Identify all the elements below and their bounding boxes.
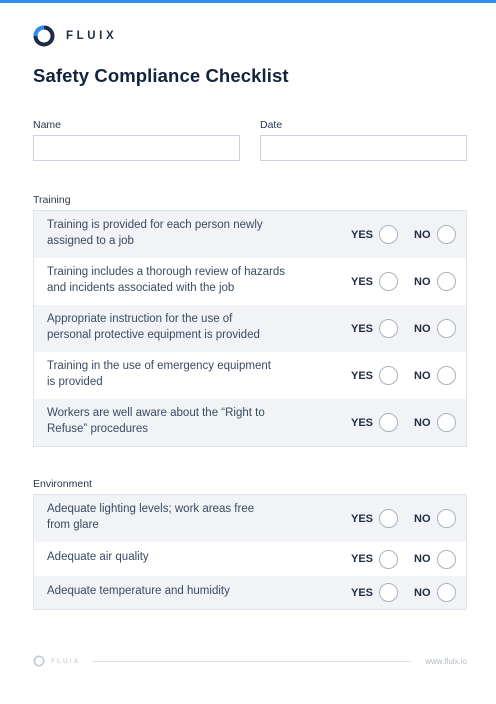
- no-radio[interactable]: [437, 550, 456, 569]
- no-label: NO: [414, 322, 431, 335]
- top-accent-bar: [0, 0, 496, 3]
- yes-radio[interactable]: [379, 413, 398, 432]
- date-label: Date: [260, 119, 283, 131]
- yes-option[interactable]: [351, 550, 398, 569]
- question-line: personal protective equipment is provided: [47, 328, 260, 341]
- no-option[interactable]: [414, 583, 456, 602]
- yes-option[interactable]: [351, 366, 398, 385]
- date-field[interactable]: [260, 135, 467, 161]
- yes-label: YES: [351, 322, 374, 335]
- no-label: NO: [414, 586, 431, 599]
- brand-name: FLUIX: [66, 30, 118, 42]
- yes-option[interactable]: [351, 225, 398, 244]
- yes-radio[interactable]: [379, 583, 398, 602]
- question-line: and incidents associated with the job: [47, 281, 235, 294]
- checklist-question: [47, 584, 317, 600]
- checklist-row: [34, 542, 466, 576]
- section-label-training: Training: [33, 194, 71, 206]
- question-line: Workers are well aware about the “Right to: [47, 407, 265, 419]
- question-line: Appropriate instruction for the use of: [47, 313, 233, 325]
- yes-label: YES: [351, 586, 374, 599]
- yes-option[interactable]: [351, 583, 398, 602]
- checklist-question: [47, 406, 317, 437]
- no-radio[interactable]: [437, 225, 456, 244]
- question-line: Training includes a thorough review of hazards: [47, 266, 286, 278]
- footer: [33, 654, 467, 668]
- section-label-environment: Environment: [33, 478, 92, 490]
- fluix-footer-logo-icon: [33, 655, 45, 667]
- no-radio[interactable]: [437, 413, 456, 432]
- no-option[interactable]: [414, 550, 456, 569]
- checklist-row: [34, 352, 466, 399]
- name-field[interactable]: [33, 135, 240, 161]
- question-line: Training in the use of emergency equipment: [47, 360, 271, 372]
- no-radio[interactable]: [437, 509, 456, 528]
- page-title: Safety Compliance Checklist: [33, 65, 289, 86]
- yes-label: YES: [351, 275, 374, 288]
- fluix-ring-logo-icon: [33, 25, 55, 47]
- no-radio[interactable]: [437, 583, 456, 602]
- footer-url[interactable]: www.fluix.io: [425, 656, 467, 666]
- question-line: Refuse” procedures: [47, 422, 148, 435]
- yes-label: YES: [351, 369, 374, 382]
- training-checklist: [33, 210, 467, 447]
- yes-label: YES: [351, 228, 374, 241]
- yes-radio[interactable]: [379, 550, 398, 569]
- checklist-question: [47, 265, 317, 296]
- checklist-question: [47, 359, 317, 390]
- no-label: NO: [414, 275, 431, 288]
- checklist-question: [47, 550, 317, 566]
- no-option[interactable]: [414, 272, 456, 291]
- no-radio[interactable]: [437, 319, 456, 338]
- no-label: NO: [414, 416, 431, 429]
- question-line: Adequate lighting levels; work areas free: [47, 503, 255, 515]
- checklist-row: [34, 305, 466, 352]
- checklist-row: [34, 399, 466, 446]
- checklist-row: [34, 258, 466, 305]
- checklist-question: [47, 502, 317, 533]
- yes-option[interactable]: [351, 272, 398, 291]
- yes-radio[interactable]: [379, 366, 398, 385]
- yes-label: YES: [351, 416, 374, 429]
- yes-radio[interactable]: [379, 225, 398, 244]
- footer-divider: [92, 661, 411, 662]
- yes-option[interactable]: [351, 509, 398, 528]
- footer-brand-name: FLUIX: [51, 657, 81, 665]
- question-line: from glare: [47, 518, 99, 531]
- no-label: NO: [414, 228, 431, 241]
- no-label: NO: [414, 553, 431, 565]
- no-label: NO: [414, 369, 431, 382]
- yes-label: YES: [351, 553, 374, 565]
- yes-option[interactable]: [351, 413, 398, 432]
- no-option[interactable]: [414, 509, 456, 528]
- checklist-question: [47, 218, 317, 249]
- yes-label: YES: [351, 512, 374, 525]
- question-line: Adequate temperature and humidity: [47, 584, 230, 597]
- checklist-row: [34, 495, 466, 542]
- brand-header: [33, 25, 117, 47]
- checklist-question: [47, 312, 317, 343]
- checklist-row: [34, 211, 466, 258]
- no-option[interactable]: [414, 319, 456, 338]
- question-line: assigned to a job: [47, 234, 134, 247]
- yes-option[interactable]: [351, 319, 398, 338]
- question-line: Adequate air quality: [47, 551, 149, 564]
- question-line: Training is provided for each person newly: [47, 219, 263, 231]
- no-option[interactable]: [414, 366, 456, 385]
- no-option[interactable]: [414, 413, 456, 432]
- no-radio[interactable]: [437, 366, 456, 385]
- question-line: is provided: [47, 375, 103, 388]
- name-label: Name: [33, 119, 62, 131]
- no-option[interactable]: [414, 225, 456, 244]
- yes-radio[interactable]: [379, 319, 398, 338]
- yes-radio[interactable]: [379, 509, 398, 528]
- yes-radio[interactable]: [379, 272, 398, 291]
- no-label: NO: [414, 512, 431, 525]
- checklist-row: [34, 576, 466, 609]
- environment-checklist: [33, 494, 467, 610]
- no-radio[interactable]: [437, 272, 456, 291]
